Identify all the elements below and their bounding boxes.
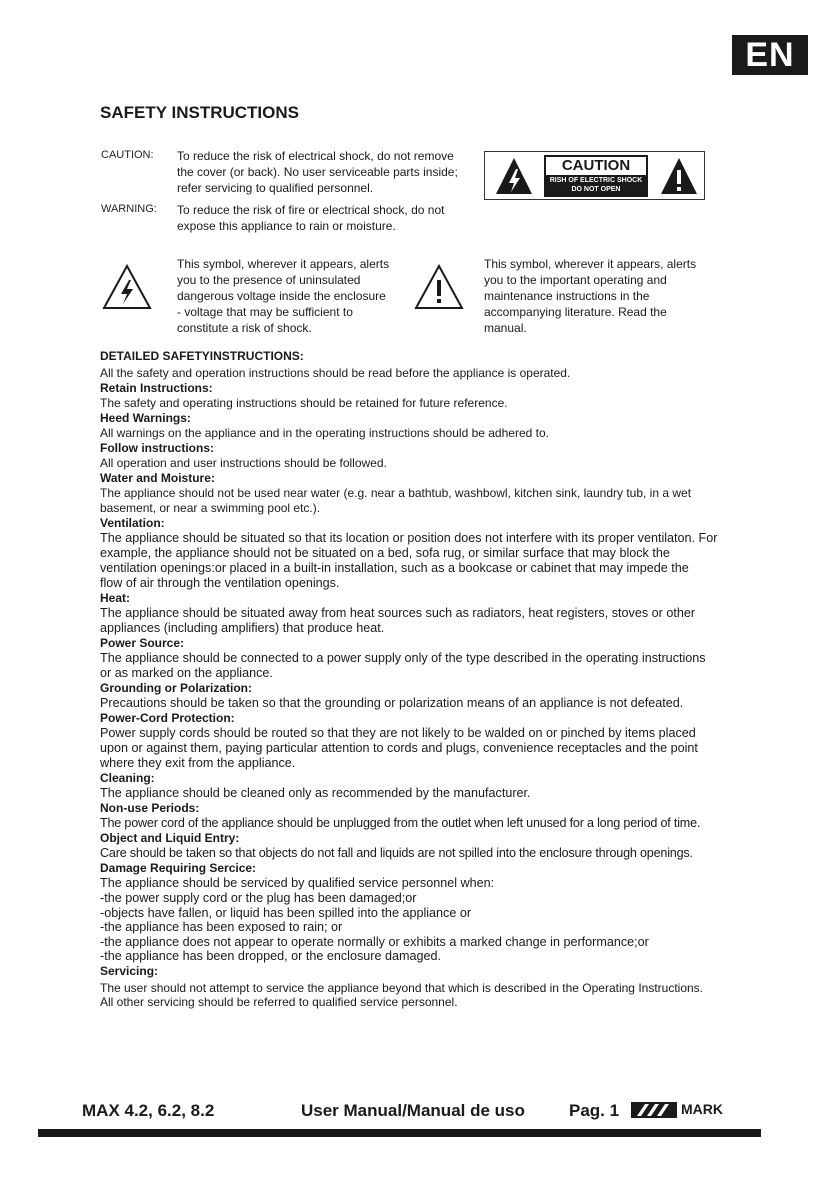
item-body: example, the appliance should not be situated on a bed, sofa rug, or similar surface that may block the: [100, 546, 670, 560]
item-body: -the appliance has been dropped, or the enclosure damaged.: [100, 949, 441, 963]
caution-line: the cover (or back). No user serviceable parts inside;: [177, 165, 458, 179]
caution-line: refer servicing to qualified personnel.: [177, 181, 374, 195]
lightning-symbol-icon: [101, 263, 153, 311]
caution-sticker-line: RISH OF ELECTRIC SHOCK: [549, 177, 643, 184]
language-badge: EN: [732, 35, 808, 75]
item-body: flow of air through the ventilation openings.: [100, 576, 340, 590]
footer-model: MAX 4.2, 6.2, 8.2: [82, 1101, 215, 1120]
item-body: All operation and user instructions should be followed.: [100, 456, 387, 470]
item-body: The user should not attempt to service the appliance beyond that which is described in the Operating Instructions.: [100, 980, 704, 995]
exclamation-symbol-icon: [413, 263, 465, 311]
item-body: basement, or near a swimming pool etc.).: [100, 501, 321, 515]
symbol-text-line: you to the presence of uninsulated: [177, 273, 361, 287]
warning-text: [177, 202, 482, 234]
footer-bar: [38, 1129, 761, 1137]
item-body: The appliance should be connected to a power supply only of the type described in the operating instructions: [100, 651, 706, 665]
item-body: -the appliance does not appear to operate normally or exhibits a marked change in performance;or: [100, 934, 649, 949]
item-heading: Grounding or Polarization:: [100, 681, 252, 695]
item-heading: Damage Requiring Sercice:: [100, 861, 257, 875]
caution-label-box: [484, 151, 705, 200]
caution-sticker-line: DO NOT OPEN: [571, 186, 621, 193]
page-title: SAFETY INSTRUCTIONS: [100, 103, 299, 122]
item-body: Power supply cords should be routed so that they are not likely to be walded on or pinched by items placed: [100, 726, 696, 740]
brand-name: MARK: [681, 1101, 723, 1117]
item-body: All warnings on the appliance and in the operating instructions should be adhered to.: [100, 426, 549, 440]
item-heading: Heed Warnings:: [100, 411, 191, 425]
detailed-safety-section: [100, 349, 765, 1009]
symbol-text-line: dangerous voltage inside the enclosure: [177, 289, 386, 303]
item-heading: Follow instructions:: [100, 441, 214, 455]
symbol-text-line: constitute a risk of shock.: [177, 321, 312, 335]
item-body: All other servicing should be referred to qualified service personnel.: [100, 994, 458, 1009]
detailed-intro: All the safety and operation instructions should be read before the appliance is operated.: [100, 366, 571, 380]
item-body: -objects have fallen, or liquid has been spilled into the appliance or: [100, 905, 472, 920]
item-body: Precautions should be taken so that the grounding or polarization means of an appliance is not defeated.: [100, 696, 684, 710]
item-body: appliances (including amplifiers) that produce heat.: [100, 621, 385, 635]
item-body: The appliance should not be used near water (e.g. near a bathtub, washbowl, kitchen sink, laundry tub, in a wet: [100, 486, 692, 500]
item-heading: Ventilation:: [100, 516, 165, 530]
item-body: where they exit from the appliance.: [100, 756, 296, 770]
footer-page-number: Pag. 1: [569, 1101, 620, 1120]
item-heading: Servicing:: [100, 963, 159, 978]
item-body: The power cord of the appliance should be unplugged from the outlet when left unused for a long period of time.: [100, 816, 701, 830]
caution-line: To reduce the risk of electrical shock, do not remove: [177, 149, 454, 163]
item-heading: Object and Liquid Entry:: [100, 831, 240, 845]
lightning-warning-icon: [494, 156, 534, 196]
caution-sticker: [544, 155, 648, 197]
item-body: or as marked on the appliance.: [100, 666, 273, 680]
brand-logo: [631, 1101, 761, 1119]
warning-line: expose this appliance to rain or moisture.: [177, 219, 396, 233]
item-heading: Water and Moisture:: [100, 471, 215, 485]
item-heading: Retain Instructions:: [100, 381, 213, 395]
symbol-text-line: accompanying literature. Read the: [484, 305, 667, 319]
symbol-text-line: This symbol, wherever it appears, alerts: [484, 257, 697, 271]
warning-label: WARNING:: [101, 203, 157, 215]
item-body: -the appliance has been exposed to rain; or: [100, 920, 343, 934]
item-body: -the power supply cord or the plug has been damaged;or: [100, 891, 417, 905]
lightning-symbol-text: [177, 256, 402, 336]
item-body: Care should be taken so that objects do not fall and liquids are not spilled into the enclosure through openings.: [100, 846, 693, 860]
item-body: The appliance should be serviced by qualified service personnel when:: [100, 876, 495, 890]
item-body: ventilation openings:or placed in a built-in installation, such as a bookcase or cabinet that may impede the: [100, 561, 689, 575]
detailed-heading: DETAILED SAFETYINSTRUCTIONS:: [100, 349, 304, 363]
item-heading: Heat:: [100, 591, 131, 605]
item-heading: Power-Cord Protection:: [100, 711, 235, 725]
symbol-text-line: - voltage that may be sufficient to: [177, 305, 353, 319]
brand-mark-icon: [631, 1102, 677, 1118]
item-body: The appliance should be cleaned only as recommended by the manufacturer.: [100, 786, 531, 800]
exclamation-warning-icon: [659, 156, 699, 196]
warning-line: To reduce the risk of fire or electrical shock, do not: [177, 203, 445, 217]
item-body: The appliance should be situated so that its location or position does not interfere with its proper ventilaton. For: [100, 531, 718, 545]
item-body: upon or against them, paying particular attention to cords and plugs, convenience receptacles and the point: [100, 741, 698, 755]
symbol-text-line: maintenance instructions in the: [484, 289, 650, 303]
caution-label: CAUTION:: [101, 149, 154, 161]
item-body: The safety and operating instructions should be retained for future reference.: [100, 396, 508, 410]
caution-sticker-title: CAUTION: [545, 156, 647, 176]
exclamation-symbol-text: [484, 256, 705, 336]
footer-manual-title: User Manual/Manual de uso: [301, 1101, 525, 1120]
item-body: The appliance should be situated away from heat sources such as radiators, heat registers, stoves or other: [100, 606, 696, 620]
symbol-text-line: manual.: [484, 321, 527, 335]
item-heading: Cleaning:: [100, 771, 155, 785]
symbol-text-line: you to the important operating and: [484, 273, 667, 287]
caution-text: [177, 148, 482, 196]
item-heading: Power Source:: [100, 636, 185, 650]
symbol-text-line: This symbol, wherever it appears, alerts: [177, 257, 390, 271]
item-heading: Non-use Periods:: [100, 801, 200, 815]
